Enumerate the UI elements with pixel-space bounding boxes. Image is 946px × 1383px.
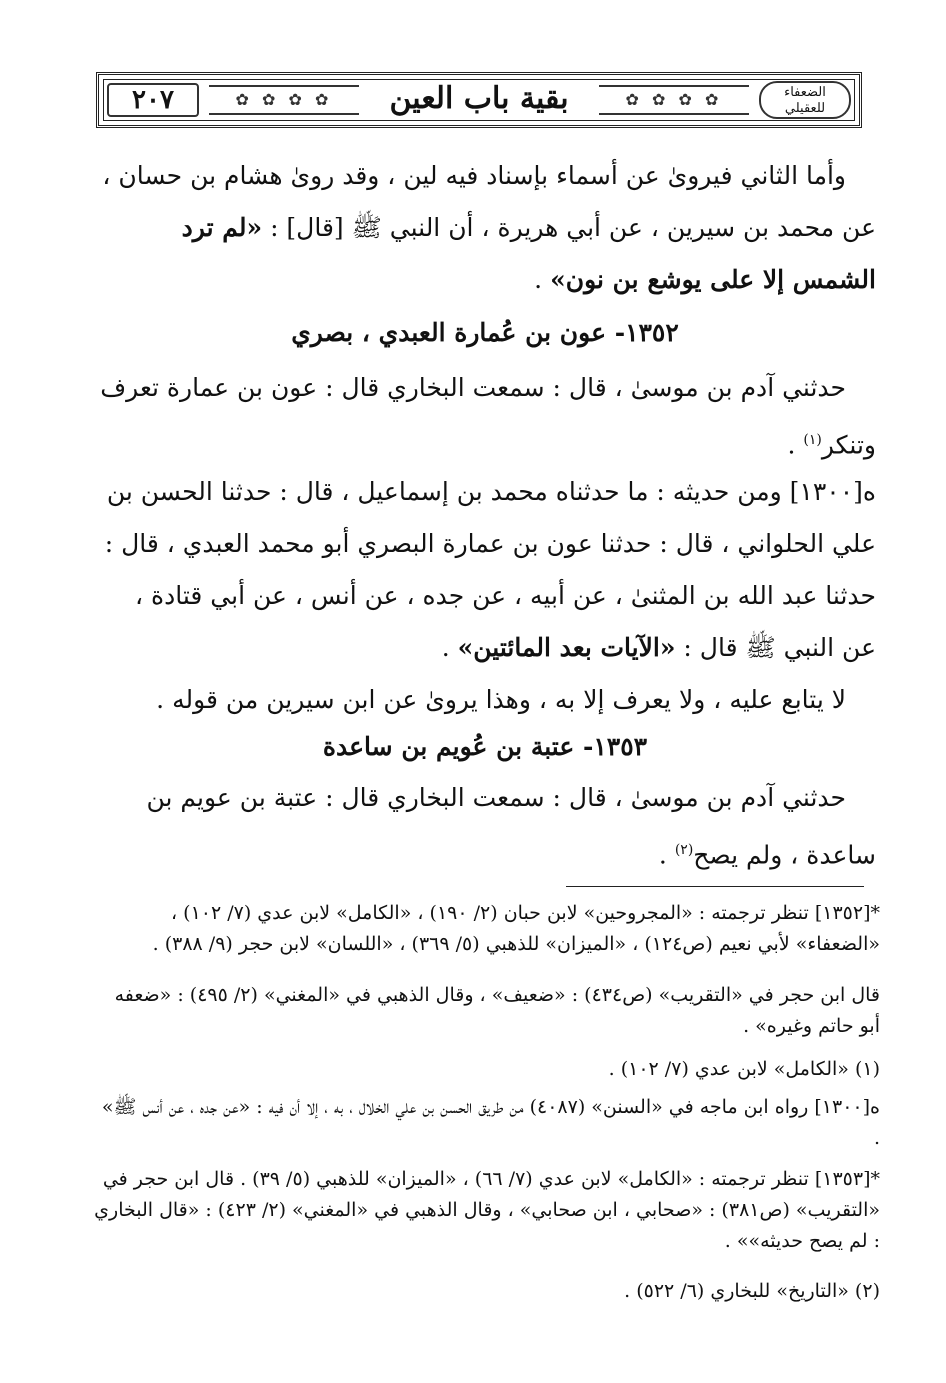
entry-1353-text (94, 772, 876, 881)
hadith-1300-block (94, 466, 876, 726)
header-ornament-right (599, 85, 749, 115)
hadith-quote-1: «لم ترد الشمس إلا على يوشع بن نون» (181, 213, 876, 294)
entry-heading-1353-block (94, 732, 876, 761)
footnote-1: (١) «الكامل» لابن عدي (٧/ ١٠٢) . (608, 1058, 880, 1080)
paragraph-3-text: ه[١٣٠٠] ومن حديثه : ما حدثناه محمد بن إسماعيل ، قال : حدثنا الحسن بن علي الحلواني ، قال : حدثنا عون بن عمارة البصري أبو محمد العبدي ، قال : حدثنا عبد الله بن المثنىٰ ، عن أبيه ، عن جده ، عن أنس ، عن أبي قتادة ، عن النبي ﷺ قال : (104, 477, 876, 662)
entry-heading-1352: ١٣٥٢- عون بن عُمارة العبدي ، بصري (291, 318, 679, 347)
paragraph-1-text: وأما الثاني فيروىٰ عن أسماء بإسناد فيه لين ، وقد روىٰ هشام بن حسان ، عن محمد بن سيرين ، عن أبي هريرة ، أن النبي ﷺ [قال] : (102, 161, 876, 242)
main-text (94, 150, 876, 306)
footnote-1352-continued: قال ابن حجر في «التقريب» (ص٤٣٤) : «ضعيف» ، وقال الذهبي في «المغني» (٢/ ٤٩٥) : «ضعفه أبو حاتم وغيره» . (114, 984, 880, 1037)
footnote-ref-1: (١) (803, 432, 822, 448)
paragraph-2-end: . (787, 430, 804, 460)
footnote-2: (٢) «التاريخ» للبخاري (٦/ ٥٢٢) . (624, 1280, 880, 1302)
book-logo (759, 81, 851, 119)
page-header (96, 72, 862, 128)
paragraph-1 (94, 150, 876, 306)
logo-line2: للعقيلي (784, 101, 826, 116)
entry-1352-text (94, 362, 876, 471)
paragraph-1-end: . (534, 265, 551, 294)
page-number: ٢٠٧ (107, 83, 199, 117)
paragraph-5 (94, 772, 876, 881)
paragraph-3 (94, 466, 876, 674)
footnote-1300: ه[١٣٠٠] رواه ابن ماجه في «السنن» (٤٠٨٧) من طريق الحسن بن علي الخلال ، به ، إلا أن فيه : «عن جده ، عن أنس ﷺ» . (101, 1096, 880, 1149)
footnote-1353: *[١٣٥٣] تنظر ترجمته : «الكامل» لابن عدي (٧/ ٦٦) ، «الميزان» للذهبي (٥/ ٣٩) . قال ابن حجر في «التقريب» (ص٣٨١) : «صحابي ، ابن صحابي» ، وقال الذهبي في «المغني» (٢/ ٤٢٣) : «قال البخاري : لم يصح حديثه»» . (94, 1168, 880, 1252)
entry-heading-1353: ١٣٥٣- عتبة بن عُويم بن ساعدة (322, 732, 648, 761)
paragraph-5-text: حدثني آدم بن موسىٰ ، قال : سمعت البخاري قال : عتبة بن عويم بن ساعدة ، ولم يصح (146, 783, 876, 870)
running-title: بقية باب العين (389, 81, 569, 116)
footnote-separator (566, 886, 864, 887)
paragraph-2 (94, 362, 876, 471)
footnote-1352: *[١٣٥٢] تنظر ترجمته : «المجروحين» لابن حبان (٢/ ١٩٠) ، «الكامل» لابن عدي (٧/ ١٠٢) ، «الضعفاء» لأبي نعيم (ص١٢٤) ، «الميزان» للذهبي (٥/ ٣٦٩) ، «اللسان» لابن حجر (٩/ ٣٨٨) . (152, 902, 880, 955)
paragraph-2-text: حدثني آدم بن موسىٰ ، قال : سمعت البخاري قال : عون بن عمارة تعرف وتنكر (100, 373, 876, 460)
header-ornament-left (209, 85, 359, 115)
paragraph-5-end: . (658, 840, 675, 870)
footnote-ref-2: (٢) (674, 842, 694, 858)
hadith-quote-2: «الآيات بعد المائتين» (457, 633, 676, 662)
logo-line1: الضعفاء (784, 85, 826, 100)
paragraph-4: لا يتابع عليه ، ولا يعرف إلا به ، وهذا يروىٰ عن ابن سيرين من قوله . (156, 685, 846, 714)
entry-heading-1352-block (94, 318, 876, 347)
paragraph-3-end: . (441, 633, 458, 662)
